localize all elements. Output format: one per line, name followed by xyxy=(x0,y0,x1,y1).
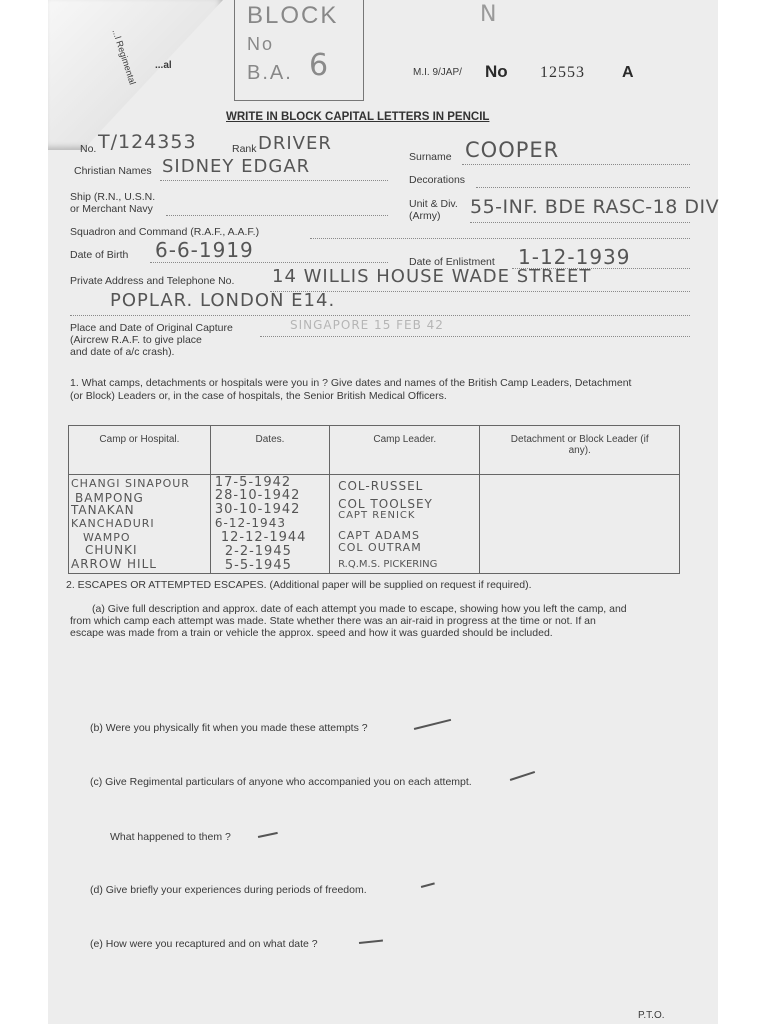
service-number-value: T/124353 xyxy=(98,131,197,153)
dates-column xyxy=(210,475,329,574)
leader-cell: COL TOOLSEY xyxy=(338,497,433,511)
camp-cell: CHANGI SINAPOUR xyxy=(71,477,190,490)
detachment-column xyxy=(480,475,680,574)
christian-names-value: SIDNEY EDGAR xyxy=(162,156,311,177)
number-label: No xyxy=(485,62,508,81)
ship-label-2: or Merchant Navy xyxy=(70,203,153,215)
question-2-heading: 2. ESCAPES OR ATTEMPTED ESCAPES. (Additional paper will be supplied on request if required). xyxy=(66,579,532,591)
date-cell: 2-2-1945 xyxy=(224,544,292,559)
camps-table-header xyxy=(69,426,680,475)
question-2a-line-3: escape was made from a train or vehicle the approx. speed and how it was guarded should be included. xyxy=(70,627,553,639)
question-1-text-1: 1. What camps, detachments or hospitals were you in ? Give dates and names of the British Camp Leaders, Detachment xyxy=(70,377,632,389)
leader-cell: R.Q.M.S. PICKERING xyxy=(338,559,438,570)
date-cell: 5-5-1945 xyxy=(224,558,292,573)
serial-number: 12553 xyxy=(540,64,585,81)
date-cell: 12-12-1944 xyxy=(220,530,307,545)
leader-cell: CAPT RENICK xyxy=(338,510,416,521)
question-2d: (d) Give briefly your experiences during periods of freedom. xyxy=(90,884,367,896)
squadron-line xyxy=(310,238,690,239)
address-value-1: 14 WILLIS HOUSE WADE STREET xyxy=(272,266,592,287)
camp-leader-column xyxy=(330,475,480,574)
camps-column xyxy=(69,475,211,574)
header-dates: Dates. xyxy=(210,426,329,475)
surname-line xyxy=(462,164,690,165)
camp-cell: WAMPO xyxy=(83,531,131,544)
question-2c: (c) Give Regimental particulars of anyone who accompanied you on each attempt. xyxy=(90,776,472,788)
address-label: Private Address and Telephone No. xyxy=(70,275,235,287)
fold-text-vertical: ...l Regimental xyxy=(110,28,138,86)
leader-cell: COL OUTRAM xyxy=(338,541,422,554)
reference-label: M.I. 9/JAP/ xyxy=(413,67,462,78)
christian-names-line xyxy=(160,180,388,181)
dob-line xyxy=(150,262,388,263)
unit-label-2: (Army) xyxy=(409,210,441,222)
question-1-text-2: (or Block) Leaders or, in the case of hospitals, the Senior British Medical Officers. xyxy=(70,390,447,402)
stamp-number: 6 xyxy=(309,48,330,83)
serial-suffix: A xyxy=(622,64,634,81)
unit-label-1: Unit & Div. xyxy=(409,198,458,210)
question-2a-line-1: (a) Give full description and approx. date of each attempt you made to escape, showing how you left the camp, and xyxy=(92,603,627,615)
camp-cell: BAMPONG xyxy=(75,491,144,505)
rank-value: DRIVER xyxy=(258,133,332,154)
unit-value: 55-INF. BDE RASC-18 DIV xyxy=(470,196,720,218)
address-line-2 xyxy=(70,315,690,316)
page-turn-note: P.T.O. xyxy=(638,1010,665,1021)
question-2c-sub: What happened to them ? xyxy=(110,831,231,843)
unit-line xyxy=(470,222,690,223)
date-cell: 30-10-1942 xyxy=(214,502,301,517)
fold-text-left: ...al xyxy=(155,60,172,71)
question-2a-line-2: from which camp each attempt was made. State whether there was an air-raid in progress at the time or not. If an xyxy=(70,615,596,627)
decorations-label: Decorations xyxy=(409,174,466,186)
capture-value: SINGAPORE 15 FEB 42 xyxy=(290,318,444,332)
header-camp-leader: Camp Leader. xyxy=(330,426,480,475)
header-detachment: Detachment or Block Leader (if any). xyxy=(480,426,680,475)
question-2e: (e) How were you recaptured and on what date ? xyxy=(90,938,318,950)
capture-label-1: Place and Date of Original Capture xyxy=(70,322,233,334)
stamp-ba-text: B.A. xyxy=(247,62,293,84)
block-stamp xyxy=(234,0,364,101)
enlistment-label: Date of Enlistment xyxy=(409,256,495,268)
leader-cell: COL-RUSSEL xyxy=(338,479,424,493)
camps-table-body xyxy=(69,475,680,574)
camp-cell: CHUNKI xyxy=(85,543,138,557)
leader-cell: CAPT ADAMS xyxy=(338,529,420,542)
address-value-2: POPLAR. LONDON E14. xyxy=(110,290,336,311)
camps-table xyxy=(68,425,680,574)
service-number-label: No. xyxy=(80,143,97,155)
question-2b: (b) Were you physically fit when you made these attempts ? xyxy=(90,722,368,734)
capture-line xyxy=(260,336,690,337)
ship-line xyxy=(166,215,388,216)
camp-cell: KANCHADURI xyxy=(71,517,155,530)
squadron-label: Squadron and Command (R.A.F., A.A.F.) xyxy=(70,226,260,238)
date-cell: 17-5-1942 xyxy=(214,475,292,490)
date-cell: 28-10-1942 xyxy=(214,488,301,503)
rank-label: Rank xyxy=(232,143,257,155)
surname-label: Surname xyxy=(409,151,452,163)
dob-value: 6-6-1919 xyxy=(155,238,254,262)
stamp-no-text: No xyxy=(247,34,275,54)
camp-cell: ARROW HILL xyxy=(71,557,157,571)
dob-label: Date of Birth xyxy=(70,249,129,261)
instruction-heading: WRITE IN BLOCK CAPITAL LETTERS IN PENCIL xyxy=(226,111,490,123)
surname-value: COOPER xyxy=(465,138,560,162)
stamp-block-text: BLOCK xyxy=(247,2,339,29)
ship-label-1: Ship (R.N., U.S.N. xyxy=(70,191,156,203)
decorations-line xyxy=(476,187,690,188)
christian-names-label: Christian Names xyxy=(74,165,152,177)
stamp-letter: N xyxy=(480,2,498,27)
date-cell: 6-12-1943 xyxy=(214,516,286,530)
header-camp: Camp or Hospital. xyxy=(69,426,211,475)
capture-label-2: (Aircrew R.A.F. to give place xyxy=(70,334,202,346)
camp-cell: TANAKAN xyxy=(71,503,135,517)
enlistment-value: 1-12-1939 xyxy=(518,245,631,269)
capture-label-3: and date of a/c crash). xyxy=(70,346,175,358)
